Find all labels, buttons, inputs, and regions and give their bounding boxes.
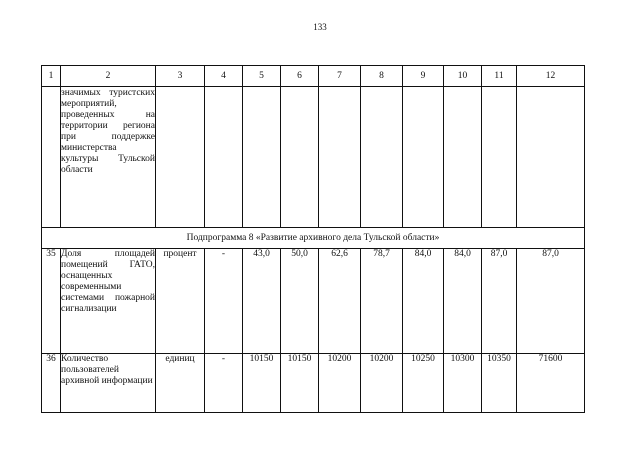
value-cell: 50,0 xyxy=(281,249,319,354)
column-number: 4 xyxy=(205,66,243,87)
total-value-cell: 87,0 xyxy=(517,249,585,354)
table-cell xyxy=(403,87,444,228)
column-number: 9 xyxy=(403,66,444,87)
value-cell: 62,6 xyxy=(319,249,361,354)
base-value-cell: - xyxy=(205,354,243,413)
unit-cell: единиц xyxy=(156,354,205,413)
unit-cell: процент xyxy=(156,249,205,354)
column-number: 10 xyxy=(444,66,482,87)
table-cell xyxy=(243,87,281,228)
value-cell: 10150 xyxy=(243,354,281,413)
table-cell xyxy=(482,87,517,228)
table-cell xyxy=(281,87,319,228)
table-cell xyxy=(319,87,361,228)
value-cell: 87,0 xyxy=(482,249,517,354)
value-cell: 10200 xyxy=(361,354,403,413)
indicator-description: Количество пользователей архивной информации xyxy=(61,354,156,413)
column-number: 7 xyxy=(319,66,361,87)
value-cell: 10150 xyxy=(281,354,319,413)
column-number: 3 xyxy=(156,66,205,87)
table-row xyxy=(42,249,585,354)
value-cell: 43,0 xyxy=(243,249,281,354)
indicator-description: Доля площадей помещений ГАТО, оснащенных современными системами пожарной сигнализации xyxy=(61,249,156,354)
continuation-row xyxy=(42,87,585,228)
table-cell xyxy=(361,87,403,228)
value-cell: 10250 xyxy=(403,354,444,413)
subprogram-title: Подпрограмма 8 «Развитие архивного дела Тульской области» xyxy=(42,228,585,249)
indicator-table xyxy=(41,65,585,413)
value-cell: 10350 xyxy=(482,354,517,413)
table-cell xyxy=(42,87,61,228)
column-number-row xyxy=(42,66,585,87)
table-cell xyxy=(205,87,243,228)
column-number: 1 xyxy=(42,66,61,87)
column-number: 11 xyxy=(482,66,517,87)
page-number: 133 xyxy=(313,22,327,32)
row-number: 36 xyxy=(42,354,61,413)
value-cell: 78,7 xyxy=(361,249,403,354)
value-cell: 10200 xyxy=(319,354,361,413)
value-cell: 10300 xyxy=(444,354,482,413)
column-number: 6 xyxy=(281,66,319,87)
value-cell: 84,0 xyxy=(403,249,444,354)
indicator-description: значимых туристских мероприятий, проведенных на территории региона при поддержке министерства культуры Тульской области xyxy=(61,87,156,228)
column-number: 2 xyxy=(61,66,156,87)
column-number: 12 xyxy=(517,66,585,87)
table-cell xyxy=(156,87,205,228)
base-value-cell: - xyxy=(205,249,243,354)
subprogram-row xyxy=(42,228,585,249)
table-cell xyxy=(444,87,482,228)
total-value-cell: 71600 xyxy=(517,354,585,413)
row-number: 35 xyxy=(42,249,61,354)
value-cell: 84,0 xyxy=(444,249,482,354)
table-cell xyxy=(517,87,585,228)
column-number: 8 xyxy=(361,66,403,87)
column-number: 5 xyxy=(243,66,281,87)
table-row xyxy=(42,354,585,413)
